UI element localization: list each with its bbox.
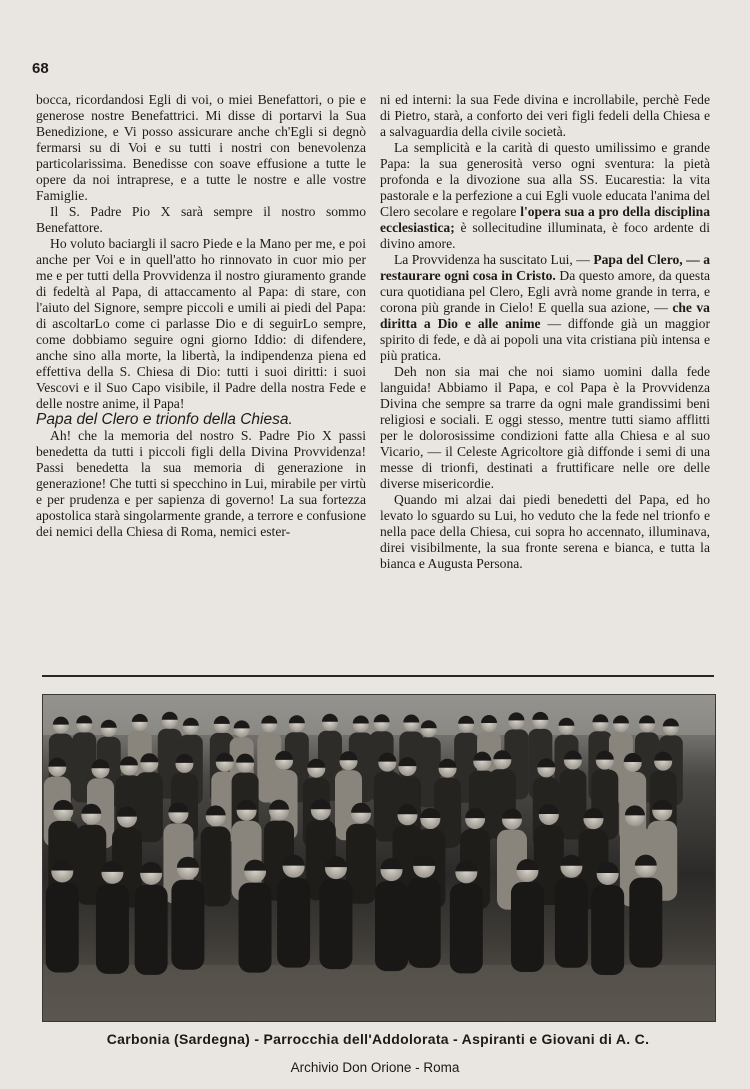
right-p3-text-b: Da questo amore, da questa cura quotidiana pel Clero, Egli avrà nome grande in terra, e corona più grande in Cielo! E quella sua azione, —	[380, 268, 710, 315]
right-p3-text-a: La Provvidenza ha suscitato Lui, —	[394, 252, 590, 267]
right-p3-bold-1: Papa del Clero, — a restaurare ogni cosa in Cristo.	[380, 252, 710, 283]
left-paragraph-2: Il S. Padre Pio X sarà sempre il nostro sommo Benefattore.	[36, 204, 366, 235]
archive-footer: Archivio Don Orione - Roma	[290, 1060, 460, 1075]
right-paragraph-2	[380, 140, 710, 252]
section-heading: Papa del Clero e trionfo della Chiesa.	[36, 411, 293, 428]
left-column	[36, 92, 366, 540]
right-paragraph-5: Quando mi alzai dai piedi benedetti del Papa, ed ho levato lo sguardo su Lui, ho veduto che la fede nel trionfo e nella pace della Chiesa, cui sopra ho accennato, illuminava, direi visibilmente, la sua fronte serena e bianca, e tutta la bianca e Augusta Persona.	[380, 492, 710, 571]
right-p3-text-c: — diffonde già un maggior spirito di fede, e dà ai popoli una vita cristiana più intensa e più pratica.	[380, 316, 710, 363]
photo-top-rule	[42, 675, 714, 677]
crowd-silhouettes	[44, 712, 683, 975]
group-photo	[42, 694, 716, 1022]
right-paragraph-1: ni ed interni: la sua Fede divina e incrollabile, perchè Fede di Pietro, starà, a conforto dei veri figli fedeli della Chiesa e a salvaguardia della civile società.	[380, 92, 710, 139]
right-paragraph-3	[380, 252, 710, 364]
right-p2-text-a: La semplicità e la carità di questo umilissimo e grande Papa: la sua generosità verso ogni sventura: la pietà profonda e la divozione sua alla SS. Eucarestia: la vita pastorale e la perfezione a cui Egli vuole educata l'anima del Clero secolare e regolare	[380, 140, 710, 219]
right-paragraph-4: Deh non sia mai che noi siamo uomini dalla fede languida! Abbiamo il Papa, e col Papa è la Provvidenza Divina che sempre sa trarre da ogni male grandissimi beni religiosi e sociali. E oggi stesso, mentre tutti siamo afflitti per le dolorosissime condizioni fatte alla Chiesa e al suo Vicario, — il Celeste Agricoltore già diffonde i semi di una messe di trionfi, destinati a fruttificare nelle ore delle diverse misericordie.	[380, 364, 710, 491]
left-paragraph-1: bocca, ricordandosi Egli di voi, o miei Benefattori, o pie e generose nostre Benefattrici. Mi disse di portarvi la Sua Benedizione, e Vi posso assicurare anche ch'Egli si degnò fermarsi su di Voi e su tutti i nostri con benevolenza particolarissima. Benedisse con soave effusione a tutte le opere da noi intraprese, e a tutte le nostre e alle vostre Famiglie.	[36, 92, 366, 203]
group-photo-illustration	[43, 695, 715, 1021]
left-paragraph-3: Ho voluto baciargli il sacro Piede e la Mano per me, e poi anche per Voi e in quell'atto ho rinnovato in cuor mio per me e per tutti della Provvidenza il nostro giuramento grande di fedeltà al Papa, di attaccamento al Papa: di stare, con l'aiuto del Signore, sempre piccoli e umili ai piedi del Papa: di ascoltarLo come ci parlasse Dio e di seguirLo sempre, come dobbiamo seguire ogni giorno Iddio: di difendere, anche sino alla morte, la libertà, la indipendenza piena ed effettiva della S. Chiesa di Dio: tutti i suoi diritti: i suoi Vescovi e il Suo Capo visibile, il Padre della nostra Fede e delle nostre anime, il Papa!	[36, 236, 366, 411]
right-p2-text-b: è sollecitudine illuminata, è foco ardente di divino amore.	[380, 220, 710, 251]
left-paragraph-4: Ah! che la memoria del nostro S. Padre Pio X passi benedetta da tutti i piccoli figli della Divina Provvidenza! Passi benedetta la sua memoria di generazione in generazione! Che tutti si specchino in Lui, mirabile per virtù e per prudenza e per sapienza di governo! La sua fortezza apostolica starà singolarmente grande, a terrore e confusione dei nemici della Chiesa di Roma, nemici ester-	[36, 428, 366, 539]
page-number: 68	[32, 60, 49, 77]
photo-caption: Carbonia (Sardegna) - Parrocchia dell'Addolorata - Aspiranti e Giovani di A. C.	[106, 1031, 650, 1047]
right-p2-bold: l'opera sua a pro della disciplina ecclesiastica;	[380, 204, 711, 235]
right-p3-bold-2: che va diritta a Dio e alle anime	[380, 300, 710, 331]
right-column	[380, 92, 710, 572]
